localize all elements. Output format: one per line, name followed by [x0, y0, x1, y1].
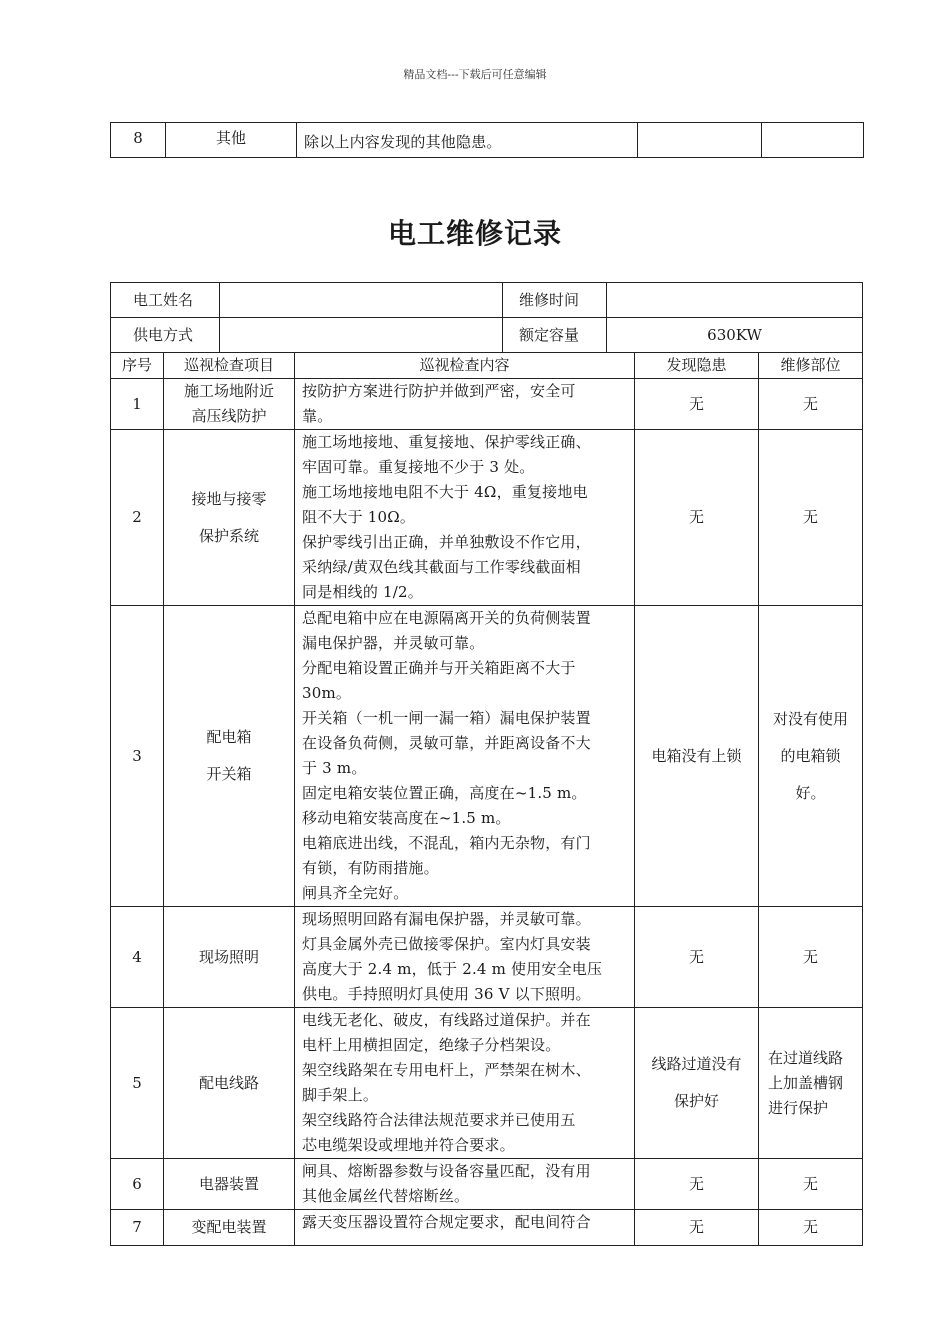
cell-line: 电箱没有上锁	[651, 746, 742, 765]
cell-line: 无	[803, 508, 819, 526]
cell-line: 高压线防护	[191, 407, 267, 425]
cell-line: 上加盖槽钢	[768, 1073, 844, 1092]
row-hazard	[635, 606, 759, 907]
row-item	[164, 606, 295, 907]
table-row	[111, 379, 863, 430]
row-item	[164, 430, 295, 606]
cell-line: 电箱底进出线，不混乱，箱内无杂物，有门	[302, 834, 591, 852]
row-content	[295, 1159, 635, 1210]
cell-line: 现场照明回路有漏电保护器，并灵敏可靠。	[302, 910, 591, 928]
name-value	[220, 283, 503, 318]
row-hazard	[635, 1008, 759, 1159]
col-header-no: 序号	[111, 353, 164, 379]
row-content	[295, 430, 635, 606]
cell-line: 配电线路	[199, 1073, 260, 1092]
row-number: 3	[111, 606, 164, 907]
cell-line: 总配电箱中应在电源隔离开关的负荷侧装置	[302, 609, 591, 627]
table-row	[111, 1159, 863, 1210]
cell-line: 施工场地附近	[184, 382, 275, 400]
cell-line: 的电箱锁	[780, 746, 841, 765]
row-number: 1	[111, 379, 164, 430]
document-title: 电工维修记录	[387, 217, 562, 250]
cell-hazard	[638, 123, 762, 158]
row-repair	[759, 379, 863, 430]
table-row	[111, 606, 863, 907]
cell-line: 按防护方案进行防护并做到严密，安全可	[302, 382, 576, 400]
cell-line: 保护好	[674, 1092, 720, 1110]
row-hazard	[635, 1210, 759, 1246]
row-hazard	[635, 1159, 759, 1210]
cell-line: 闸具齐全完好。	[302, 884, 409, 902]
cell-line: 闸具、熔断器参数与设备容量匹配，没有用	[302, 1162, 591, 1180]
cell-line: 架空线路架在专用电杆上，严禁架在树木、	[302, 1061, 591, 1079]
info-row-name	[111, 283, 863, 318]
inspection-table	[110, 282, 863, 1246]
cell-line: 牢固可靠。重复接地不少于 3 处。	[302, 458, 535, 476]
inspection-rows	[111, 379, 863, 1246]
row-item	[164, 1008, 295, 1159]
cell-line: 无	[689, 947, 705, 966]
row-repair	[759, 1159, 863, 1210]
supply-value	[220, 318, 503, 353]
cell-line: 漏电保护器，并灵敏可靠。	[302, 634, 485, 652]
cell-line: 保护系统	[199, 526, 260, 545]
row-hazard	[635, 907, 759, 1008]
cell-line: 露天变压器设置符合规定要求，配电间符合	[302, 1213, 591, 1231]
row-content	[295, 379, 635, 430]
table-row	[111, 430, 863, 606]
cell-line: 对没有使用	[773, 709, 849, 728]
row-item	[164, 907, 295, 1008]
cell-line: 在设备负荷侧，灵敏可靠，并距离设备不大	[302, 734, 591, 752]
row-repair	[759, 1008, 863, 1159]
cell-line: 阻不大于 10Ω。	[302, 508, 416, 526]
row-item	[164, 379, 295, 430]
row-number: 6	[111, 1159, 164, 1210]
col-header-content: 巡视检查内容	[295, 353, 635, 379]
cell-line: 开关箱	[206, 765, 252, 783]
row-repair	[759, 1210, 863, 1246]
cell-line: 开关箱（一机一闸一漏一箱）漏电保护装置	[302, 709, 591, 727]
cell-line: 好。	[795, 783, 826, 802]
row-content	[295, 1008, 635, 1159]
row-number: 2	[111, 430, 164, 606]
row-repair	[759, 430, 863, 606]
cell-line: 无	[689, 1218, 705, 1236]
col-header-hazard: 发现隐患	[635, 353, 759, 379]
row-number: 5	[111, 1008, 164, 1159]
cell-line: 接地与接零	[191, 489, 267, 508]
cell-line: 于 3 m。	[302, 759, 367, 777]
supply-label: 供电方式	[111, 318, 220, 353]
cell-line: 脚手架上。	[302, 1086, 379, 1104]
capacity-label: 额定容量	[503, 318, 607, 353]
row-number: 7	[111, 1210, 164, 1246]
row-repair	[759, 907, 863, 1008]
cell-line: 30m。	[302, 684, 352, 702]
time-value	[607, 283, 863, 318]
cell-line: 无	[689, 508, 705, 526]
row-repair	[759, 606, 863, 907]
cell-line: 无	[689, 1174, 705, 1193]
capacity-value: 630KW	[607, 318, 863, 353]
cell-line: 配电箱	[206, 728, 252, 746]
cell-line: 无	[803, 394, 819, 413]
cell-line: 施工场地接地、重复接地、保护零线正确、	[302, 433, 591, 451]
row-hazard	[635, 379, 759, 430]
cell-line: 采纳绿/黄双色线其截面与工作零线截面相	[302, 558, 581, 576]
cell-item: 其他	[166, 123, 297, 158]
cell-line: 固定电箱安装位置正确，高度在~1.5 m。	[302, 784, 587, 802]
cell-line: 移动电箱安装高度在~1.5 m。	[302, 809, 511, 827]
previous-table-fragment	[110, 122, 864, 158]
cell-line: 施工场地接地电阻不大于 4Ω，重复接地电	[302, 483, 588, 501]
cell-line: 无	[689, 394, 705, 413]
row-hazard	[635, 430, 759, 606]
cell-line: 高度大于 2.4 m，低于 2.4 m 使用安全电压	[302, 960, 603, 978]
time-label: 维修时间	[503, 283, 607, 318]
cell-line: 进行保护	[768, 1098, 829, 1117]
cell-line: 靠。	[302, 407, 333, 425]
cell-line: 无	[803, 1174, 819, 1193]
cell-line: 电杆上用横担固定，绝缘子分档架设。	[302, 1036, 561, 1054]
col-header-item: 巡视检查项目	[164, 353, 295, 379]
cell-line: 保护零线引出正确，并单独敷设不作它用，	[302, 533, 591, 551]
cell-line: 架空线路符合法律法规范要求并已使用五	[302, 1111, 576, 1129]
col-header-repair: 维修部位	[759, 353, 863, 379]
cell-line: 电线无老化、破皮，有线路过道保护。并在	[302, 1011, 591, 1029]
cell-line: 有锁，有防雨措施。	[302, 859, 439, 877]
row-content	[295, 606, 635, 907]
cell-line: 电器装置	[199, 1174, 260, 1193]
cell-line: 线路过道没有	[651, 1055, 742, 1073]
cell-line: 在过道线路	[768, 1048, 844, 1067]
row-content	[295, 907, 635, 1008]
column-header-row	[111, 353, 863, 379]
row-item	[164, 1159, 295, 1210]
cell-line: 芯电缆架设或埋地并符合要求。	[302, 1136, 515, 1154]
cell-no: 8	[111, 123, 166, 158]
table-row	[111, 1210, 863, 1246]
table-row	[111, 907, 863, 1008]
cell-line: 无	[803, 1218, 819, 1236]
info-row-supply	[111, 318, 863, 353]
cell-line: 同是相线的 1/2。	[302, 583, 423, 601]
row-item	[164, 1210, 295, 1246]
table-row	[111, 1008, 863, 1159]
cell-content: 除以上内容发现的其他隐患。	[297, 123, 638, 158]
cell-line: 现场照明	[199, 947, 260, 966]
cell-line: 其他金属丝代替熔断丝。	[302, 1187, 470, 1205]
cell-line: 变配电装置	[191, 1218, 267, 1236]
cell-line: 灯具金属外壳已做接零保护。室内灯具安装	[302, 935, 591, 953]
name-label: 电工姓名	[111, 283, 220, 318]
cell-line: 无	[803, 947, 819, 966]
row-number: 4	[111, 907, 164, 1008]
cell-line: 分配电箱设置正确并与开关箱距离不大于	[302, 659, 576, 677]
row-content	[295, 1210, 635, 1246]
header-note: 精品文档---下载后可任意编辑	[403, 68, 547, 81]
cell-line: 供电。手持照明灯具使用 36 V 以下照明。	[302, 985, 591, 1003]
cell-repair	[762, 123, 864, 158]
